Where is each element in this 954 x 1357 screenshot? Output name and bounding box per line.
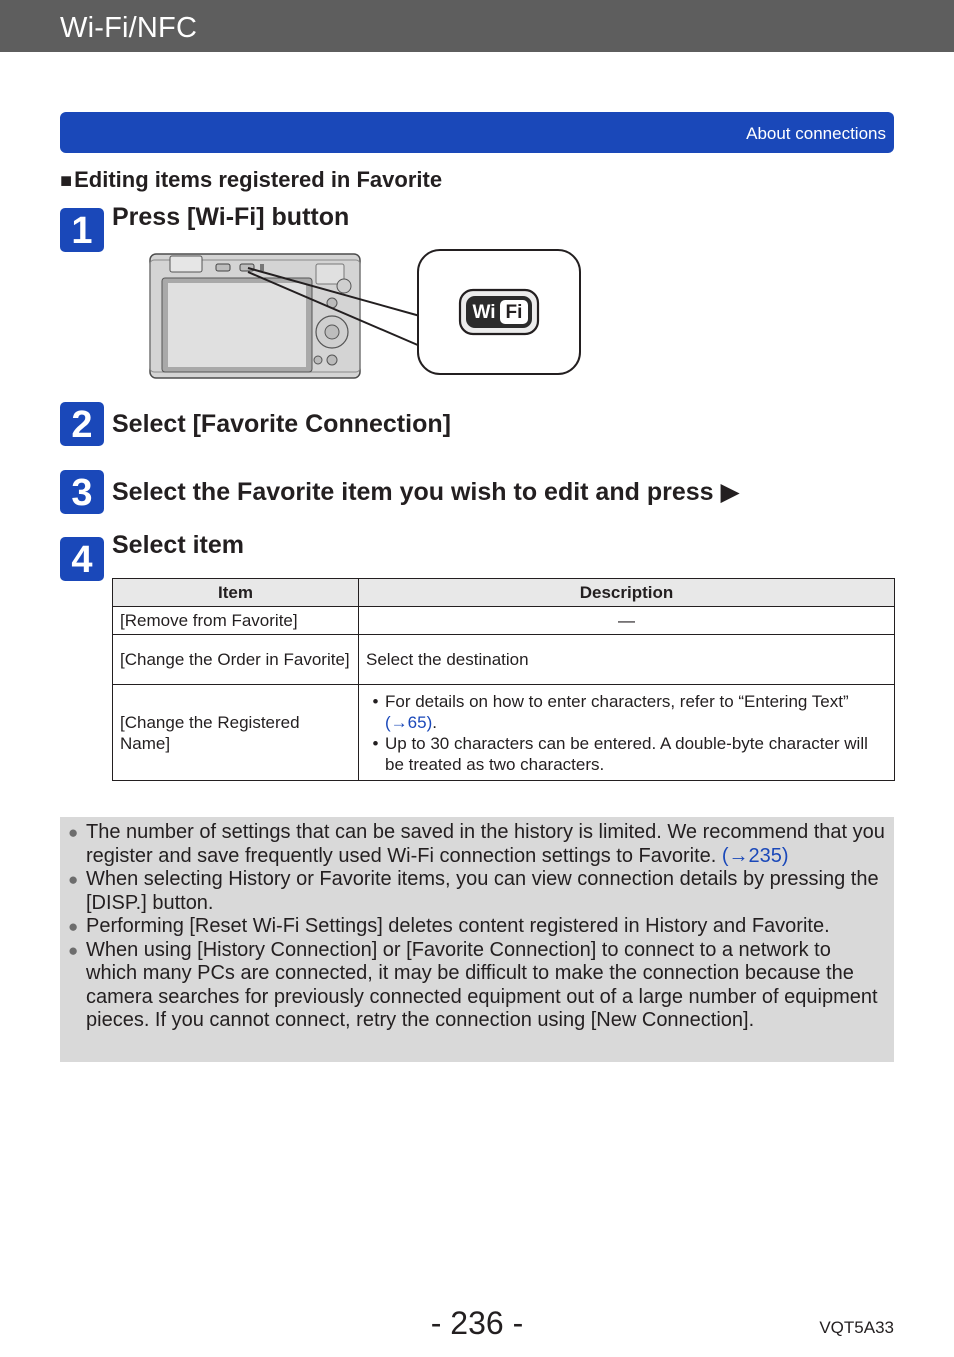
bullet-dot: • xyxy=(372,733,379,753)
bullet-text: For details on how to enter characters, refer to “Entering Text” (→65). xyxy=(385,691,849,732)
subheading-text: Editing items registered in Favorite xyxy=(74,167,443,192)
note-item xyxy=(68,868,886,915)
subheading xyxy=(60,167,442,193)
model-code: VQT5A33 xyxy=(819,1318,894,1337)
camera-back-icon xyxy=(150,254,360,378)
step-1-text: Press [Wi-Fi] button xyxy=(112,203,350,231)
step-3-text: Select the Favorite item you wish to edit and press ▶ xyxy=(112,478,740,506)
header-title: Wi-Fi/NFC xyxy=(60,12,198,44)
table-cell-item: [Change the Order in Favorite] xyxy=(113,635,359,685)
note-item xyxy=(68,939,886,1033)
page-ref-link[interactable]: (→65) xyxy=(385,712,433,732)
step-4-text: Select item xyxy=(112,531,245,559)
step-3-number: 3 xyxy=(60,470,104,514)
table-cell-description: — xyxy=(359,607,895,635)
description-bullet xyxy=(366,691,887,733)
table-cell-item: [Change the Registered Name] xyxy=(113,685,359,781)
notes-box xyxy=(60,817,894,1062)
step-2-number: 2 xyxy=(60,402,104,446)
note-text: When using [History Connection] or [Favorite Connection] to connect to a network to which many PCs are connected, it may be difficult to make the connection because the camera searches for previously connected equipment out of a large number of equipment pieces. If you cannot connect, retry the connection using [New Connection]. xyxy=(86,938,878,1031)
note-item xyxy=(68,821,886,868)
note-text: When selecting History or Favorite items, you can view connection details by pressing the [DISP.] button. xyxy=(86,868,879,914)
description-bullet xyxy=(366,733,887,775)
table-cell-description: Select the destination xyxy=(359,635,895,685)
bullet-dot: • xyxy=(372,691,379,711)
step-1-number: 1 xyxy=(60,208,104,252)
table-cell-item: [Remove from Favorite] xyxy=(113,607,359,635)
wifi-button-fi: Fi xyxy=(505,302,523,323)
table-header-item: Item xyxy=(113,579,359,607)
top-bar xyxy=(0,0,954,52)
bullet-text: Up to 30 characters can be entered. A double-byte character will be treated as two characters. xyxy=(385,733,868,774)
section-label: About connections xyxy=(746,124,886,143)
note-item xyxy=(68,915,886,939)
table-row xyxy=(113,685,895,781)
table-header-description: Description xyxy=(359,579,895,607)
page-ref-link[interactable]: (→235) xyxy=(721,844,789,867)
item-table xyxy=(112,578,895,781)
square-marker-icon: ■ xyxy=(60,170,73,192)
section-bar xyxy=(60,112,894,153)
camera-wifi-illustration xyxy=(148,246,584,382)
note-text: Performing [Reset Wi-Fi Settings] deletes content registered in History and Favorite. xyxy=(86,915,830,937)
note-bullet-icon: ● xyxy=(68,917,79,936)
wifi-button-wi: Wi xyxy=(472,302,496,323)
step-4-number: 4 xyxy=(60,537,104,581)
table-header-row xyxy=(113,579,895,607)
page-number: - 236 - xyxy=(430,1305,524,1341)
note-text: The number of settings that can be saved in the history is limited. We recommend that you register and save frequently used Wi-Fi connection settings to Favorite. (→235) xyxy=(86,821,885,867)
step-2-text: Select [Favorite Connection] xyxy=(112,410,451,438)
wifi-button-icon xyxy=(460,290,538,334)
note-bullet-icon: ● xyxy=(68,940,79,960)
table-row xyxy=(113,635,895,685)
note-bullet-icon: ● xyxy=(68,823,79,842)
table-cell-description xyxy=(359,685,895,781)
table-row xyxy=(113,607,895,635)
note-bullet-icon: ● xyxy=(68,870,79,889)
